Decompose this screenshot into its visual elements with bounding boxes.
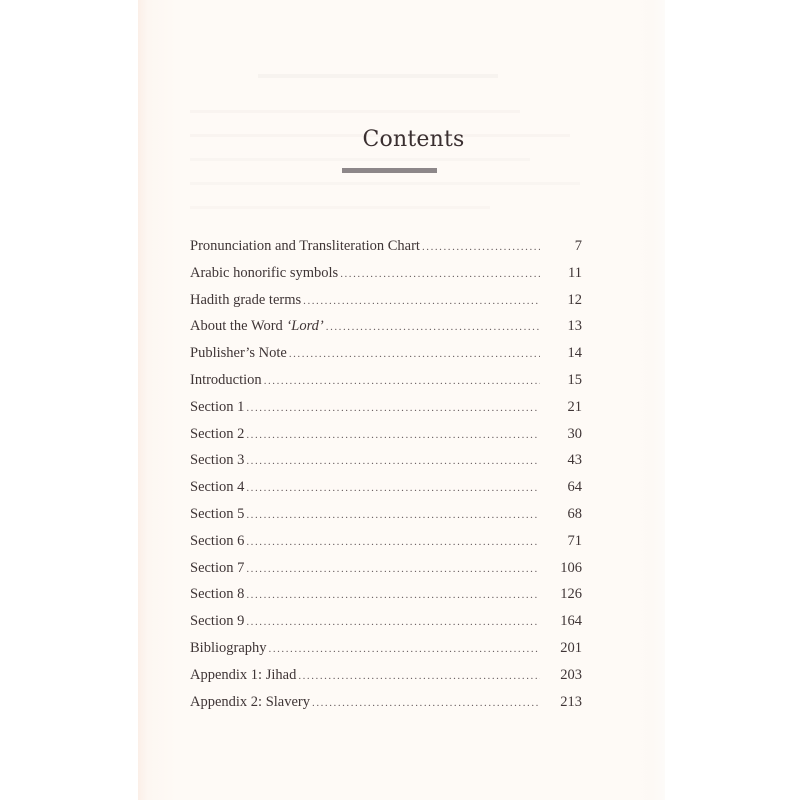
toc-entry-page: 106: [560, 559, 582, 576]
toc-entry-section-4[interactable]: [190, 479, 582, 506]
toc-entry-label: Section 3: [190, 452, 245, 469]
toc-entry-introduction[interactable]: [190, 372, 582, 399]
toc-entry-arabic-honorific-symbols[interactable]: [190, 265, 582, 292]
toc-entry-label: Section 1: [190, 398, 245, 415]
toc-entry-label-prefix: About the Word: [190, 318, 287, 335]
toc-entry-page: 64: [567, 479, 582, 496]
dot-leader: [312, 697, 540, 709]
dot-leader: [289, 348, 540, 360]
dot-leader: [326, 321, 540, 333]
toc-entry-label: Section 8: [190, 586, 245, 603]
toc-entry-page: 7: [574, 238, 582, 254]
dot-leader: [303, 295, 540, 307]
title-underline-rule: [342, 168, 437, 173]
toc-entry-label: Section 9: [190, 613, 245, 630]
toc-entry-label: Arabic honorific symbols: [190, 264, 339, 281]
dot-leader: [246, 429, 540, 441]
toc-entry-page: 68: [567, 505, 582, 522]
toc-entry-section-2[interactable]: [190, 426, 582, 453]
toc-entry-page: 43: [567, 452, 582, 469]
toc-entry-label-italic: ‘Lord’: [286, 318, 324, 335]
toc-entry-page: 201: [560, 639, 582, 656]
toc-entry-page: 126: [560, 586, 582, 603]
toc-entry-section-3[interactable]: [190, 452, 582, 479]
dot-leader: [269, 643, 540, 655]
bleed-through-text: [258, 62, 498, 78]
table-of-contents: [190, 238, 582, 720]
toc-entry-label: Section 7: [190, 559, 245, 576]
toc-entry-page: 11: [568, 264, 582, 281]
toc-entry-label: Appendix 2: Slavery: [190, 693, 311, 710]
dot-leader: [246, 536, 540, 548]
toc-entry-label: Section 6: [190, 532, 245, 549]
toc-entry-section-8[interactable]: [190, 586, 582, 613]
toc-entry-page: 164: [560, 613, 582, 630]
toc-entry-page: 12: [567, 291, 582, 308]
toc-entry-hadith-grade-terms[interactable]: [190, 292, 582, 319]
dot-leader: [246, 402, 540, 414]
toc-entry-label: Bibliography: [190, 639, 267, 656]
dot-leader: [246, 589, 540, 601]
toc-entry-about-the-word-lord[interactable]: [190, 318, 582, 345]
dot-leader: [246, 509, 540, 521]
toc-entry-label: Section 2: [190, 425, 245, 442]
toc-entry-page: 14: [567, 345, 582, 362]
toc-entry-section-7[interactable]: [190, 560, 582, 587]
dot-leader: [246, 482, 540, 494]
toc-entry-appendix-1-jihad[interactable]: [190, 667, 582, 694]
toc-entry-page: 213: [560, 693, 582, 710]
dot-leader: [246, 455, 540, 467]
toc-entry-label: Appendix 1: Jihad: [190, 666, 297, 683]
bleed-through-text: [190, 172, 580, 185]
toc-entry-label: Hadith grade terms: [190, 291, 302, 308]
toc-entry-label: Pronunciation and Transliteration Chart: [190, 238, 420, 254]
toc-entry-publishers-note[interactable]: [190, 345, 582, 372]
toc-entry-pronunciation-chart[interactable]: [190, 238, 582, 265]
toc-entry-page: 71: [567, 532, 582, 549]
toc-entry-appendix-2-slavery[interactable]: [190, 694, 582, 721]
dot-leader: [422, 241, 540, 253]
toc-entry-page: 203: [560, 666, 582, 683]
dot-leader: [264, 375, 540, 387]
book-page: [138, 0, 665, 800]
toc-entry-page: 15: [567, 371, 582, 388]
toc-entry-label: Section 5: [190, 505, 245, 522]
bleed-through-text: [190, 100, 520, 113]
toc-entry-section-9[interactable]: [190, 613, 582, 640]
toc-entry-label: Introduction: [190, 371, 262, 388]
toc-entry-label: [190, 318, 324, 335]
dot-leader: [298, 670, 540, 682]
dot-leader: [246, 563, 540, 575]
toc-entry-page: 21: [567, 398, 582, 415]
bleed-through-text: [190, 196, 490, 209]
toc-entry-label: Publisher’s Note: [190, 345, 287, 362]
toc-entry-page: 30: [567, 425, 582, 442]
toc-entry-label: Section 4: [190, 479, 245, 496]
toc-entry-section-1[interactable]: [190, 399, 582, 426]
dot-leader: [246, 616, 540, 628]
dot-leader: [340, 268, 540, 280]
toc-entry-section-6[interactable]: [190, 533, 582, 560]
toc-entry-bibliography[interactable]: [190, 640, 582, 667]
toc-entry-section-5[interactable]: [190, 506, 582, 533]
page-title: Contents: [362, 127, 465, 152]
toc-entry-page: 13: [567, 318, 582, 335]
